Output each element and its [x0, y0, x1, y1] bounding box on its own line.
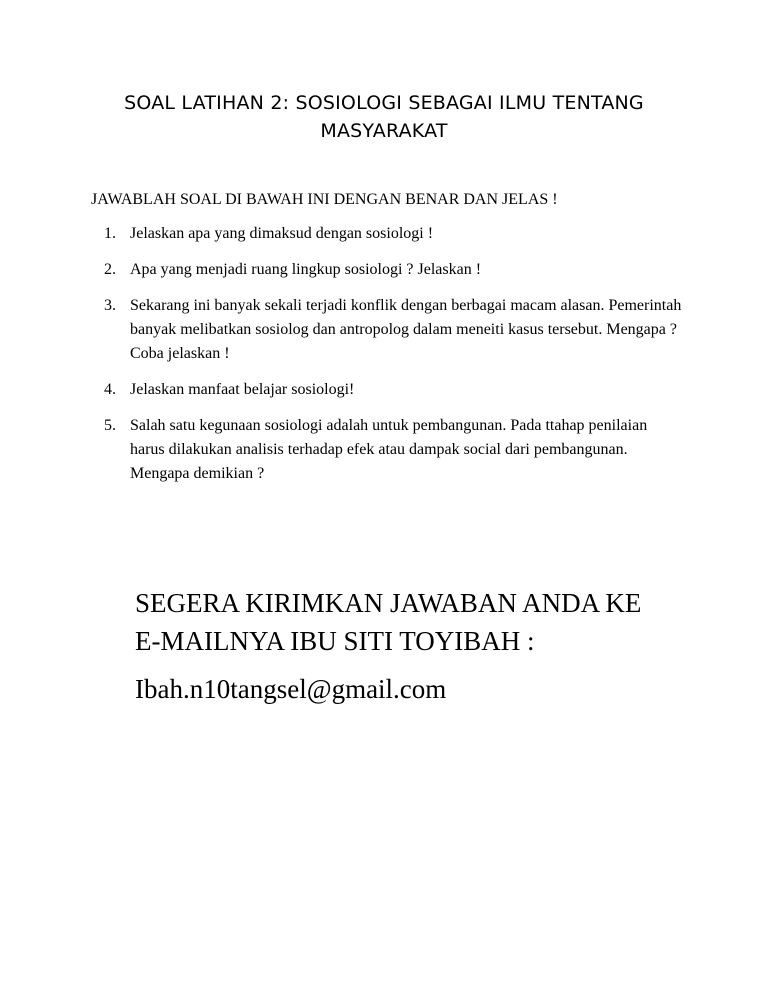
question-number: 3. [104, 297, 116, 314]
email-address: Ibah.n10tangsel@gmail.com [135, 674, 447, 704]
question-text: Sekarang ini banyak sekali terjadi konflik dengan berbagai macam alasan. Pemerintah banyak melibatkan sosiolog dan antropolog dalam meneiti kasus tersebut. Mengapa ? Coba jelaskan ! [130, 297, 682, 362]
question-number: 1. [104, 225, 116, 242]
question-item [104, 378, 684, 402]
notice-line-2: E-MAILNYA IBU SITI TOYIBAH : [135, 626, 535, 656]
title-line-1: SOAL LATIHAN 2: SOSIOLOGI SEBAGAI ILMU TENTANG [124, 92, 644, 114]
question-text: Jelaskan apa yang dimaksud dengan sosiologi ! [130, 225, 434, 242]
question-item [104, 414, 684, 486]
question-text: Jelaskan manfaat belajar sosiologi! [130, 381, 355, 398]
question-item [104, 294, 684, 366]
instruction-text: JAWABLAH SOAL DI BAWAH INI DENGAN BENAR DAN JELAS ! [91, 191, 558, 208]
question-number: 5. [104, 417, 116, 434]
submission-notice [135, 584, 715, 660]
question-number: 2. [104, 261, 116, 278]
question-list [104, 222, 684, 498]
question-item [104, 258, 684, 282]
document-title [60, 89, 708, 145]
question-item [104, 222, 684, 246]
notice-line-1: SEGERA KIRIMKAN JAWABAN ANDA KE [135, 588, 642, 618]
question-text: Apa yang menjadi ruang lingkup sosiologi ? Jelaskan ! [130, 261, 482, 278]
question-number: 4. [104, 381, 116, 398]
question-text: Salah satu kegunaan sosiologi adalah untuk pembangunan. Pada ttahap penilaian harus dilakukan analisis terhadap efek atau dampak social dari pembangunan. Mengapa demikian ? [130, 417, 648, 482]
title-line-2: MASYARAKAT [320, 120, 448, 142]
